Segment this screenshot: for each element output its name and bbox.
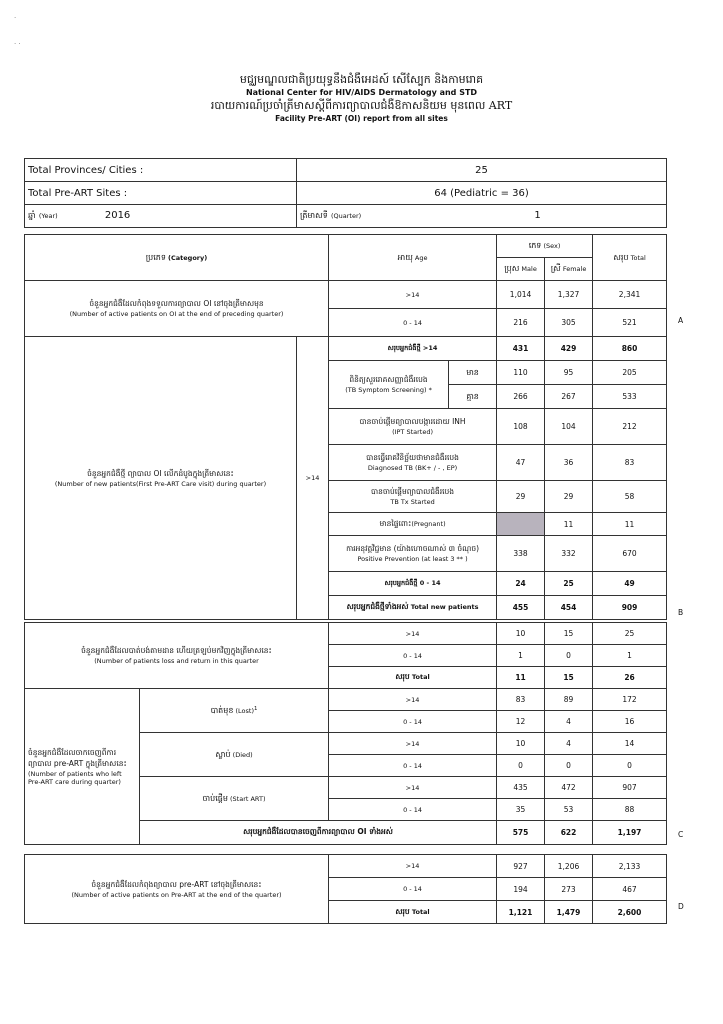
tb-has-female: 95 [545, 361, 593, 385]
s1-age-over14: >14 [329, 281, 497, 309]
died-label: ស្លាប់ (Died) [140, 733, 329, 777]
row-marker-d: D [678, 902, 684, 911]
s5-under14-male: 194 [497, 878, 545, 901]
sex-header: ភេទ (Sex) [497, 235, 593, 258]
s3-over14-female: 15 [545, 623, 593, 645]
lost-label: បាត់មុខ (Lost)$^1$ [140, 689, 329, 733]
quarter-label-en: (Quarter) [330, 212, 362, 220]
s1-under14-female: 305 [545, 309, 593, 337]
s1-over14-female: 1,327 [545, 281, 593, 309]
year-cell [25, 205, 297, 228]
s3-age-under14: 0 - 14 [329, 645, 497, 667]
tb-has-label: មាន [449, 361, 497, 385]
s2-under14-male: 24 [497, 572, 545, 596]
tb-has-total: 205 [593, 361, 667, 385]
died-over14-male: 10 [497, 733, 545, 755]
art-age-under14: 0 - 14 [329, 799, 497, 821]
art-over14-female: 472 [545, 777, 593, 799]
art-over14-male: 435 [497, 777, 545, 799]
ipt-male: 108 [497, 409, 545, 445]
s2-under14-label: សរុបអ្នកជំងឺថ្មី 0 - 14 [329, 572, 497, 596]
header-subtitle-km: របាយការណ៍ប្រចាំត្រីមាសស្តីពីការព្យាបាលជំងឺឱកាសនិយម មុនពេល ART [210, 99, 513, 112]
tb-tx-total: 58 [593, 481, 667, 513]
died-under14-total: 0 [593, 755, 667, 777]
art-age-over14: >14 [329, 777, 497, 799]
start-art-label: ចាប់ផ្តើម (Start ART) [140, 777, 329, 821]
tb-none-total: 533 [593, 385, 667, 409]
s2-total-over14-label: សរុបអ្នកជំងឺថ្មី >14 [329, 337, 497, 361]
corner-mark: · · [14, 40, 21, 48]
lost-over14-male: 83 [497, 689, 545, 711]
s2-under14-total: 49 [593, 572, 667, 596]
s1-over14-male: 1,014 [497, 281, 545, 309]
main-table [24, 234, 667, 620]
tb-dx-female: 36 [545, 445, 593, 481]
s2-total-male: 455 [497, 596, 545, 620]
s3-total-label: សរុប Total [329, 667, 497, 689]
s5-over14-total: 2,133 [593, 855, 667, 878]
s3-under14-total: 1 [593, 645, 667, 667]
art-under14-total: 88 [593, 799, 667, 821]
s5-under14-total: 467 [593, 878, 667, 901]
s2-total-over14-male: 431 [497, 337, 545, 361]
sites-label: Total Pre-ART Sites : [25, 182, 297, 205]
report-header [0, 72, 723, 124]
s4-total-male: 575 [497, 821, 545, 845]
s5-age-under14: 0 - 14 [329, 878, 497, 901]
tb-none-male: 266 [497, 385, 545, 409]
s2-total-over14-female: 429 [545, 337, 593, 361]
row-marker-b: B [678, 608, 684, 617]
s1-over14-total: 2,341 [593, 281, 667, 309]
header-title-en: National Center for HIV/AIDS Dermatology and STD [245, 88, 478, 97]
tb-dx-label: បានធ្វើរោគវិនិច្ឆ័យថាមានជំងឺរបេង Diagnosed TB (BK+ / - , EP) [329, 445, 497, 481]
s3-under14-female: 0 [545, 645, 593, 667]
s3-total-male: 11 [497, 667, 545, 689]
s5-total-female: 1,479 [545, 901, 593, 924]
died-over14-female: 4 [545, 733, 593, 755]
s5-under14-female: 273 [545, 878, 593, 901]
s3-total-female: 15 [545, 667, 593, 689]
s2-label: ចំនួនអ្នកជំងឺថ្មី ព្យាបាល OI លើកដំបូងក្នុងត្រីមាសនេះ (Number of new patients(First Pre-ART Care visit) during quarter) [25, 337, 297, 620]
total-header: សរុប Total [593, 235, 667, 281]
s2-total-label: សរុបអ្នកជំងឺថ្មីទាំងអស់ Total new patients [329, 596, 497, 620]
s4-label: ចំនួនអ្នកជំងឺដែលចាកចេញពីការព្យាបាល pre-ART ក្នុងត្រីមាសនេះ (Number of patients who left Pre-ART care during quarter) [25, 689, 140, 845]
s4-total-female: 622 [545, 821, 593, 845]
lost-under14-male: 12 [497, 711, 545, 733]
row-marker-c: C [678, 830, 684, 839]
s3-total-total: 26 [593, 667, 667, 689]
tb-none-female: 267 [545, 385, 593, 409]
male-header: ប្រុស Male [497, 258, 545, 281]
category-header: ប្រភេទ (Category) [25, 235, 329, 281]
s1-label: ចំនួនអ្នកជំងឺដែលកំពុងទទួលការព្យាបាល OI នៅចុងត្រីមាសមុន (Number of active patients on OI at the end of preceding quarter) [25, 281, 329, 337]
s3-age-over14: >14 [329, 623, 497, 645]
s3-under14-male: 1 [497, 645, 545, 667]
pregnant-male-shaded [497, 513, 545, 536]
lost-over14-female: 89 [545, 689, 593, 711]
s2-under14-female: 25 [545, 572, 593, 596]
s2-total-female: 454 [545, 596, 593, 620]
tb-dx-total: 83 [593, 445, 667, 481]
died-age-under14: 0 - 14 [329, 755, 497, 777]
positive-prevention-label: ការអនុវត្តវិជ្ជមាន (យ៉ាងហោចណាស់ ៣ ចំណុច) Positive Prevention (at least 3 ** ) [329, 536, 497, 572]
died-under14-male: 0 [497, 755, 545, 777]
died-age-over14: >14 [329, 733, 497, 755]
lost-under14-total: 16 [593, 711, 667, 733]
tb-tx-label: បានចាប់ផ្តើមព្យាបាលជំងឺរបេង TB Tx Started [329, 481, 497, 513]
tb-none-label: គ្មាន [449, 385, 497, 409]
s5-over14-male: 927 [497, 855, 545, 878]
ipt-female: 104 [545, 409, 593, 445]
pp-total: 670 [593, 536, 667, 572]
s5-age-over14: >14 [329, 855, 497, 878]
quarter-value: 1 [534, 210, 541, 221]
lost-over14-total: 172 [593, 689, 667, 711]
s2-total-over14-total: 860 [593, 337, 667, 361]
ipt-label: បានចាប់ផ្តើមព្យាបាលបង្ការដោយ INH (IPT Started) [329, 409, 497, 445]
pregnant-female: 11 [545, 513, 593, 536]
s3-over14-total: 25 [593, 623, 667, 645]
s5-total-label: សរុប Total [329, 901, 497, 924]
tb-tx-male: 29 [497, 481, 545, 513]
s2-total-total: 909 [593, 596, 667, 620]
s3-label: ចំនួនអ្នកជំងឺដែលបាត់បង់តាមដាន ហើយត្រឡប់មកវិញក្នុងត្រីមាសនេះ (Number of patients loss and return in this quarter [25, 623, 329, 689]
art-over14-total: 907 [593, 777, 667, 799]
s5-label: ចំនួនអ្នកជំងឺដែលកំពុងព្យាបាល pre-ART នៅចុងត្រីមាសនេះ (Number of active patients on Pre-ART at the end of the quarter) [25, 855, 329, 924]
quarter-label-km: ត្រីមាសទី [300, 211, 328, 220]
female-header: ស្រី Female [545, 258, 593, 281]
header-subtitle-en: Facility Pre-ART (OI) report from all sites [275, 114, 448, 123]
pp-female: 332 [545, 536, 593, 572]
pp-male: 338 [497, 536, 545, 572]
sites-value: 64 (Pediatric = 36) [297, 182, 667, 205]
active-pre-art-table [24, 854, 667, 924]
art-under14-male: 35 [497, 799, 545, 821]
tb-tx-female: 29 [545, 481, 593, 513]
s1-under14-total: 521 [593, 309, 667, 337]
provinces-value: 25 [297, 159, 667, 182]
tb-screen-label: ពិនិត្យសួររោគសញ្ញាជំងឺរបេង (TB Symptom Screening) * [329, 361, 449, 409]
quarter-cell [297, 205, 667, 228]
header-title-km: មជ្ឈមណ្ឌលជាតិប្រយុទ្ធនឹងជំងឺអេដស៍ សើស្បែក និងកាមរោគ [239, 73, 484, 86]
s5-total-male: 1,121 [497, 901, 545, 924]
s5-total-total: 2,600 [593, 901, 667, 924]
ipt-total: 212 [593, 409, 667, 445]
tb-dx-male: 47 [497, 445, 545, 481]
died-over14-total: 14 [593, 733, 667, 755]
provinces-label: Total Provinces/ Cities : [25, 159, 297, 182]
s1-age-under14: 0 - 14 [329, 309, 497, 337]
corner-mark: · [14, 14, 17, 22]
died-under14-female: 0 [545, 755, 593, 777]
tb-has-male: 110 [497, 361, 545, 385]
lost-age-under14: 0 - 14 [329, 711, 497, 733]
year-label-km: ឆ្នាំ [28, 211, 36, 220]
art-under14-female: 53 [545, 799, 593, 821]
s5-over14-female: 1,206 [545, 855, 593, 878]
year-value: 2016 [104, 210, 131, 221]
lost-under14-female: 4 [545, 711, 593, 733]
s2-age-group: >14 [297, 337, 329, 620]
pregnant-total: 11 [593, 513, 667, 536]
s4-total-label: សរុបអ្នកជំងឺដែលបានចេញពីការព្យាបាល OI ទាំងអស់ [140, 821, 497, 845]
s1-under14-male: 216 [497, 309, 545, 337]
age-header: អាយុ Age [329, 235, 497, 281]
main-table-lower [24, 622, 667, 845]
year-label-en: (Year) [38, 212, 58, 220]
s3-over14-male: 10 [497, 623, 545, 645]
lost-age-over14: >14 [329, 689, 497, 711]
row-marker-a: A [678, 316, 684, 325]
summary-table [24, 158, 667, 228]
pregnant-label: មានផ្ទៃពោះ(Pregnant) [329, 513, 497, 536]
s4-total-total: 1,197 [593, 821, 667, 845]
